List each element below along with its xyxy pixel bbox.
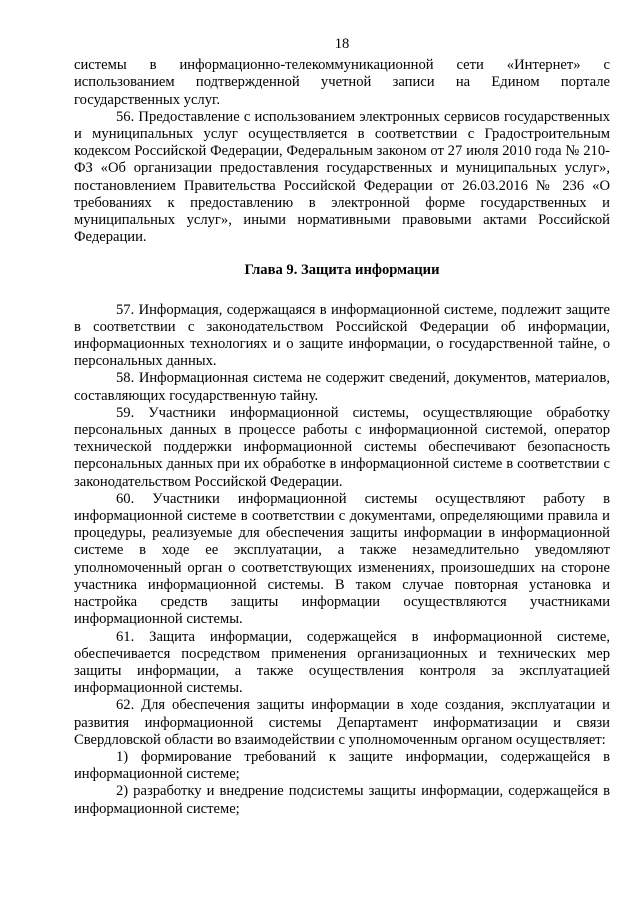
chapter-heading: Глава 9. Защита информации [244, 262, 440, 279]
list-item-2: 2) разработку и внедрение подсистемы защиты информации, содержащейся в информационной системе; [74, 783, 610, 817]
paragraph-60: 60. Участники информационной системы осуществляют работу в информационной системе в соответствии с документами, определяющими правила и процедуры, реализуемые для обеспечения защиты информации в информационной системе в ходе ее эксплуатации, а также незамедлительно уведомляют уполномоченный орган о соответствующих изменениях, произошедших на стороне участника информационной системы. В таком случае повторная установка и настройка средств защиты информации осуществляются участниками информационной системы. [74, 490, 610, 628]
paragraphs-before [74, 57, 610, 246]
paragraph-62: 62. Для обеспечения защиты информации в ходе создания, эксплуатации и развития информационной системы Департамент информатизации и связи Свердловской области во взаимодействии с уполномоченным органом осуществляет: [74, 697, 610, 748]
document-page [74, 36, 610, 818]
paragraph-58: 58. Информационная система не содержит сведений, документов, материалов, составляющих государственную тайну. [74, 370, 610, 404]
page-number: 18 [334, 36, 350, 52]
paragraph-continued: системы в информационно-телекоммуникационной сети «Интернет» с использованием подтвержденной учетной записи на Едином портале государственных услуг. [74, 57, 610, 108]
paragraphs-after [74, 302, 610, 818]
paragraph-56: 56. Предоставление с использованием электронных сервисов государственных и муниципальных услуг осуществляется в соответствии с Градостроительным кодексом Российской Федерации, Федеральным законом от 27 июля 2010 года № 210-ФЗ «Об организации предоставления государственных и муниципальных услуг», постановлением Правительства Российской Федерации от 26.03.2016 № 236 «О требованиях к предоставлению в электронной форме государственных и муниципальных услуг», иными нормативными правовыми актами Российской Федерации. [74, 108, 610, 246]
paragraph-57: 57. Информация, содержащаяся в информационной системе, подлежит защите в соответствии с законодательством Российской Федерации об информации, информационных технологиях и о защите информации, о государственной тайне, о персональных данных. [74, 301, 610, 370]
list-item-1: 1) формирование требований к защите информации, содержащейся в информационной системе; [74, 748, 610, 783]
paragraph-61: 61. Защита информации, содержащейся в информационной системе, обеспечивается посредством применения организационных и технических мер защиты информации, а также осуществления контроля за эксплуатацией информационной системы. [74, 628, 610, 697]
paragraph-59: 59. Участники информационной системы, осуществляющие обработку персональных данных в процессе работы с информационной системой, оператор технической поддержки информационной системы обеспечивают безопасность персональных данных при их обработке в информационной системе в соответствии с законодательством Российской Федерации. [74, 404, 610, 490]
